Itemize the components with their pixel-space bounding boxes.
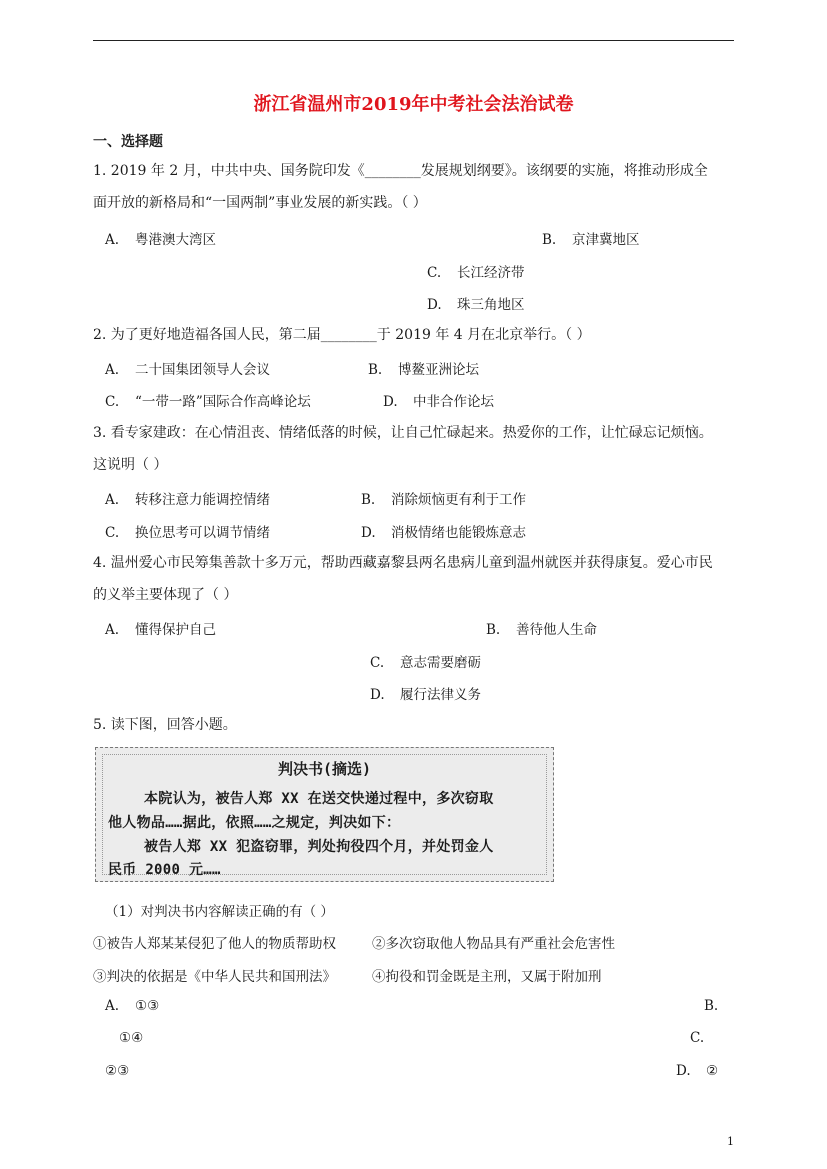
option-text: 善待他人生命: [516, 622, 597, 638]
judgment-title: 判决书(摘选): [277, 760, 372, 778]
judgment-line: 本院认为，被告人郑 XX 在送交快递过程中，多次窃取: [144, 791, 494, 807]
q2-option-b: [368, 358, 479, 378]
option-text: 粤港澳大湾区: [135, 232, 216, 248]
statement-4: ④拘役和罚金既是主刑，又属于附加刑: [372, 969, 602, 985]
question-5-line-1: 5. 读下图，回答小题。: [93, 717, 237, 733]
page-title: 浙江省温州市2019年中考社会法治试卷: [253, 94, 574, 115]
option-letter: B.: [361, 492, 376, 508]
q3-option-d: [361, 521, 526, 541]
option-letter: C.: [370, 655, 385, 671]
option-text: 消极情绪也能锻炼意志: [391, 525, 526, 541]
header-rule: [93, 40, 734, 41]
section-heading: 一、选择题: [93, 134, 163, 150]
option-letter: D.: [676, 1063, 691, 1079]
q3-option-a: [105, 488, 270, 508]
option-letter: D.: [361, 525, 376, 541]
q2-option-d: [383, 390, 494, 410]
judgment-line: 他人物品……据此，依照……之规定，判决如下：: [108, 815, 401, 831]
option-letter: A.: [105, 622, 120, 638]
sub-question-1: （1）对判决书内容解读正确的有（ ）: [105, 904, 334, 920]
option-text: 换位思考可以调节情绪: [135, 525, 270, 541]
option-letter: A.: [105, 232, 120, 248]
q2-option-c: [105, 390, 311, 410]
option-letter: C.: [427, 265, 442, 281]
q5-option-c-letter: C.: [690, 1030, 705, 1046]
option-letter: B.: [542, 232, 557, 248]
option-text: 珠三角地区: [457, 297, 525, 313]
judgment-line: 民币 2000 元……: [108, 862, 221, 878]
q4-option-b: [486, 618, 597, 638]
q5-option-a: [105, 998, 159, 1014]
option-letter: A.: [105, 362, 120, 378]
option-text: 二十国集团领导人会议: [135, 362, 270, 378]
option-letter: D.: [383, 394, 398, 410]
option-letter: C.: [105, 525, 120, 541]
q1-option-c: [427, 261, 525, 281]
question-3-line-2: 这说明（ ）: [93, 457, 168, 473]
question-4-line-1: 4. 温州爱心市民筹集善款十多万元，帮助西藏嘉黎县两名患病儿童到温州就医并获得康复。爱心市民: [93, 555, 713, 571]
q1-option-b: [542, 228, 640, 248]
q4-option-d: [370, 683, 481, 703]
judgment-document-image: [95, 747, 554, 882]
option-text: 消除烦恼更有利于工作: [391, 492, 526, 508]
judgment-line: 被告人郑 XX 犯盗窃罪，判处拘役四个月，并处罚金人: [144, 839, 494, 855]
option-letter: C.: [105, 394, 120, 410]
statement-3: ③判决的依据是《中华人民共和国刑法》: [93, 969, 336, 985]
option-letter: A.: [105, 492, 120, 508]
q4-option-c: [370, 651, 481, 671]
q1-option-a: [105, 228, 216, 248]
option-letter: A.: [105, 998, 120, 1014]
option-text: 懂得保护自己: [135, 622, 216, 638]
q2-option-a: [105, 358, 270, 378]
option-letter: B.: [368, 362, 383, 378]
option-text: 长江经济带: [457, 265, 525, 281]
statement-1: ①被告人郑某某侵犯了他人的物质帮助权: [93, 936, 336, 952]
option-letter: D.: [370, 687, 385, 703]
option-text: 转移注意力能调控情绪: [135, 492, 270, 508]
option-text: 履行法律义务: [400, 687, 481, 703]
question-3-line-1: 3. 看专家建政：在心情沮丧、情绪低落的时候，让自己忙碌起来。热爱你的工作，让忙碌忘记烦恼。: [93, 425, 713, 441]
option-text: ①③: [135, 998, 160, 1014]
question-4-line-2: 的义举主要体现了（ ）: [93, 587, 238, 603]
q5-option-c-text: ②③: [105, 1063, 130, 1079]
page-number: 1: [727, 1135, 734, 1148]
q3-option-c: [105, 521, 270, 541]
option-text: ②: [706, 1063, 719, 1079]
q1-option-d: [427, 293, 525, 313]
question-1-line-2: 面开放的新格局和“一国两制”事业发展的新实践。（ ）: [93, 195, 427, 211]
option-text: “一带一路”国际合作高峰论坛: [135, 394, 311, 410]
option-letter: D.: [427, 297, 442, 313]
q5-option-b-text: ①④: [119, 1030, 144, 1046]
option-letter: B.: [486, 622, 501, 638]
statement-2: ②多次窃取他人物品具有严重社会危害性: [372, 936, 615, 952]
option-text: 意志需要磨砺: [400, 655, 481, 671]
question-1-line-1: 1. 2019 年 2 月，中共中央、国务院印发《________发展规划纲要》。该纲要的实施，将推动形成全: [93, 163, 708, 179]
option-text: 京津冀地区: [572, 232, 640, 248]
q5-option-b-letter: B.: [704, 998, 719, 1014]
q5-option-d: [676, 1063, 718, 1079]
q3-option-b: [361, 488, 526, 508]
option-text: 博鳌亚洲论坛: [398, 362, 479, 378]
option-text: 中非合作论坛: [413, 394, 494, 410]
q4-option-a: [105, 618, 216, 638]
question-2-line-1: 2. 为了更好地造福各国人民，第二届________于 2019 年 4 月在北京举行。（ ）: [93, 327, 591, 343]
